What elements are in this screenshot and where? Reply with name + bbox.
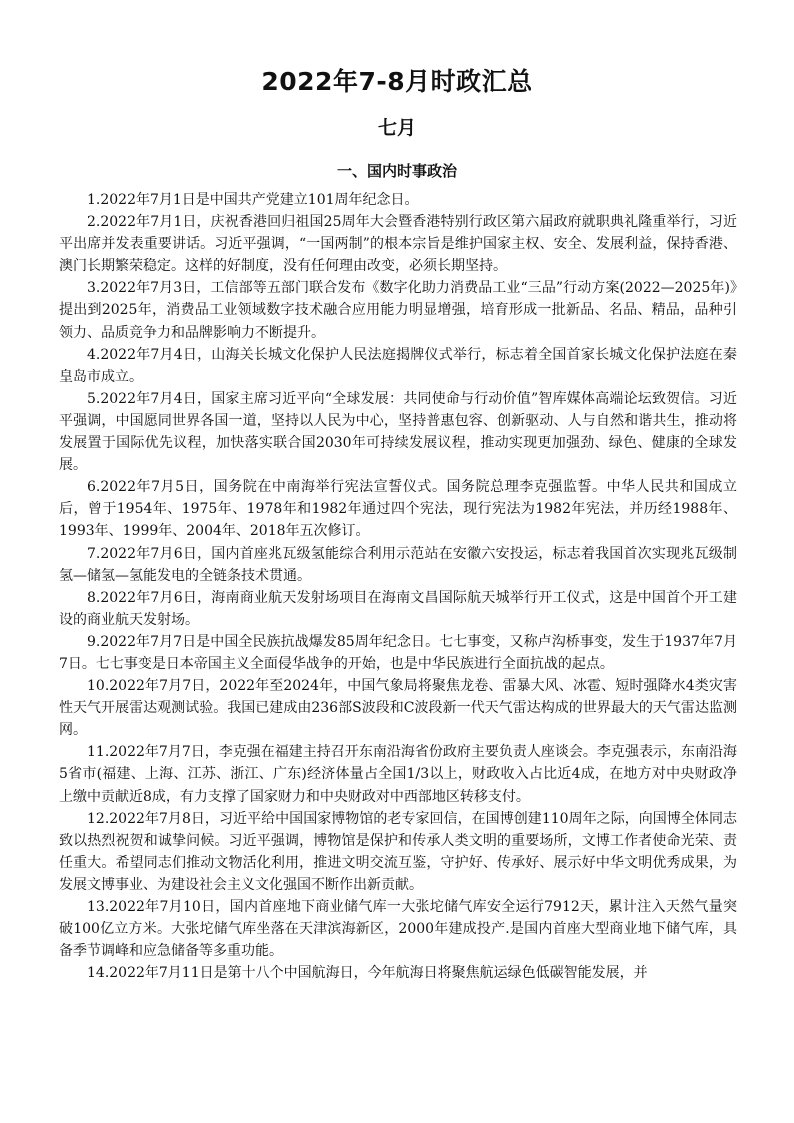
news-item: 10.2022年7月7日，2022年至2024年，中国气象局将聚焦龙卷、雷暴大风、冰雹、短时强降水4类灾害性天气开展雷达观测试验。我国已建成由236部S波段和C波段新一代天气雷达构成的世界最大的天气雷达监测网。 (59, 678, 737, 739)
news-item: 11.2022年7月7日，李克强在福建主持召开东南沿海省份政府主要负责人座谈会。李克强表示，东南沿海5省市(福建、上海、江苏、浙江、广东)经济体量占全国1/3以上，财政收入占比近4成，在地方对中央财政净上缴中贡献近8成，有力支撑了国家财力和中央财政对中西部地区转移支付。 (59, 744, 737, 805)
news-item: 12.2022年7月8日，习近平给中国国家博物馆的老专家回信，在国博创建110周年之际，向国博全体同志致以热烈祝贺和诚挚问候。习近平强调，博物馆是保护和传承人类文明的重要场所，文博工作者使命光荣、责任重大。希望同志们推动文物活化利用，推进文明交流互鉴，守护好、传承好、展示好中华文明优秀成果，为发展文博事业、为建设社会主义文化强国不断作出新贡献。 (59, 810, 737, 893)
section-heading: 一、国内时事政治 (336, 162, 457, 180)
news-item: 9.2022年7月7日是中国全民族抗战爆发85周年纪念日。七七事变，又称卢沟桥事变，发生于1937年7月7日。七七事变是日本帝国主义全面侵华战争的开始，也是中华民族进行全面抗战的起点。 (59, 633, 737, 672)
news-item: 4.2022年7月4日，山海关长城文化保护人民法庭揭牌仪式举行，标志着全国首家长城文化保护法庭在秦皇岛市成立。 (59, 346, 737, 385)
news-item: 5.2022年7月4日，国家主席习近平向“全球发展：共同使命与行动价值”智库媒体高端论坛致贺信。习近平强调，中国愿同世界各国一道，坚持以人民为中心，坚持普惠包容、创新驱动、人与自然和谐共生，推动将发展置于国际优先议程，加快落实联合国2030年可持续发展议程，推动实现更加强劲、绿色、健康的全球发展。 (59, 390, 737, 474)
month-heading: 七月 (377, 117, 416, 139)
document-title: 2022年7-8月时政汇总 (261, 67, 533, 96)
news-item: 13.2022年7月10日，国内首座地下商业储气库一大张坨储气库安全运行7912天，累计注入天然气量突破100亿立方米。大张坨储气库坐落在天津滨海新区，2000年建成投产.是国内首座大型商业地下储气库，具备季节调峰和应急储备等多重功能。 (59, 899, 737, 960)
news-item: 1.2022年7月1日是中国共产党建立101周年纪念日。 (87, 192, 419, 208)
news-list (59, 189, 737, 984)
news-item: 3.2022年7月3日，工信部等五部门联合发布《数字化助力消费品工业“三品”行动方案(2022—2025年)》提出到2025年，消费品工业领域数字技术融合应用能力明显增强，培育形成一批新品、名品、精品，品种引领力、品质竞争力和品牌影响力不断提升。 (59, 280, 737, 341)
news-item: 14.2022年7月11日是第十八个中国航海日，今年航海日将聚焦航运绿色低碳智能发展，并 (87, 965, 648, 982)
news-item: 6.2022年7月5日，国务院在中南海举行宪法宣誓仪式。国务院总理李克强监誓。中华人民共和国成立后，曾于1954年、1975年、1978年和1982年通过四个宪法，现行宪法为1982年宪法，并历经1988年、1993年、1999年、2004年、2018年五次修订。 (59, 479, 737, 540)
news-item: 2.2022年7月1日，庆祝香港回归祖国25周年大会暨香港特别行政区第六届政府就职典礼隆重举行，习近平出席并发表重要讲话。习近平强调，“一国两制”的根本宗旨是维护国家主权、安全、发展利益，保持香港、澳门长期繁荣稳定。这样的好制度，没有任何理由改变，必须长期坚持。 (59, 214, 737, 275)
news-item: 8.2022年7月6日，海南商业航天发射场项目在海南文昌国际航天城举行开工仪式，这是中国首个开工建设的商业航天发射场。 (59, 589, 737, 628)
news-item: 7.2022年7月6日，国内首座兆瓦级氢能综合利用示范站在安徽六安投运，标志着我国首次实现兆瓦级制氢—储氢—氢能发电的全链条技术贯通。 (59, 545, 737, 584)
